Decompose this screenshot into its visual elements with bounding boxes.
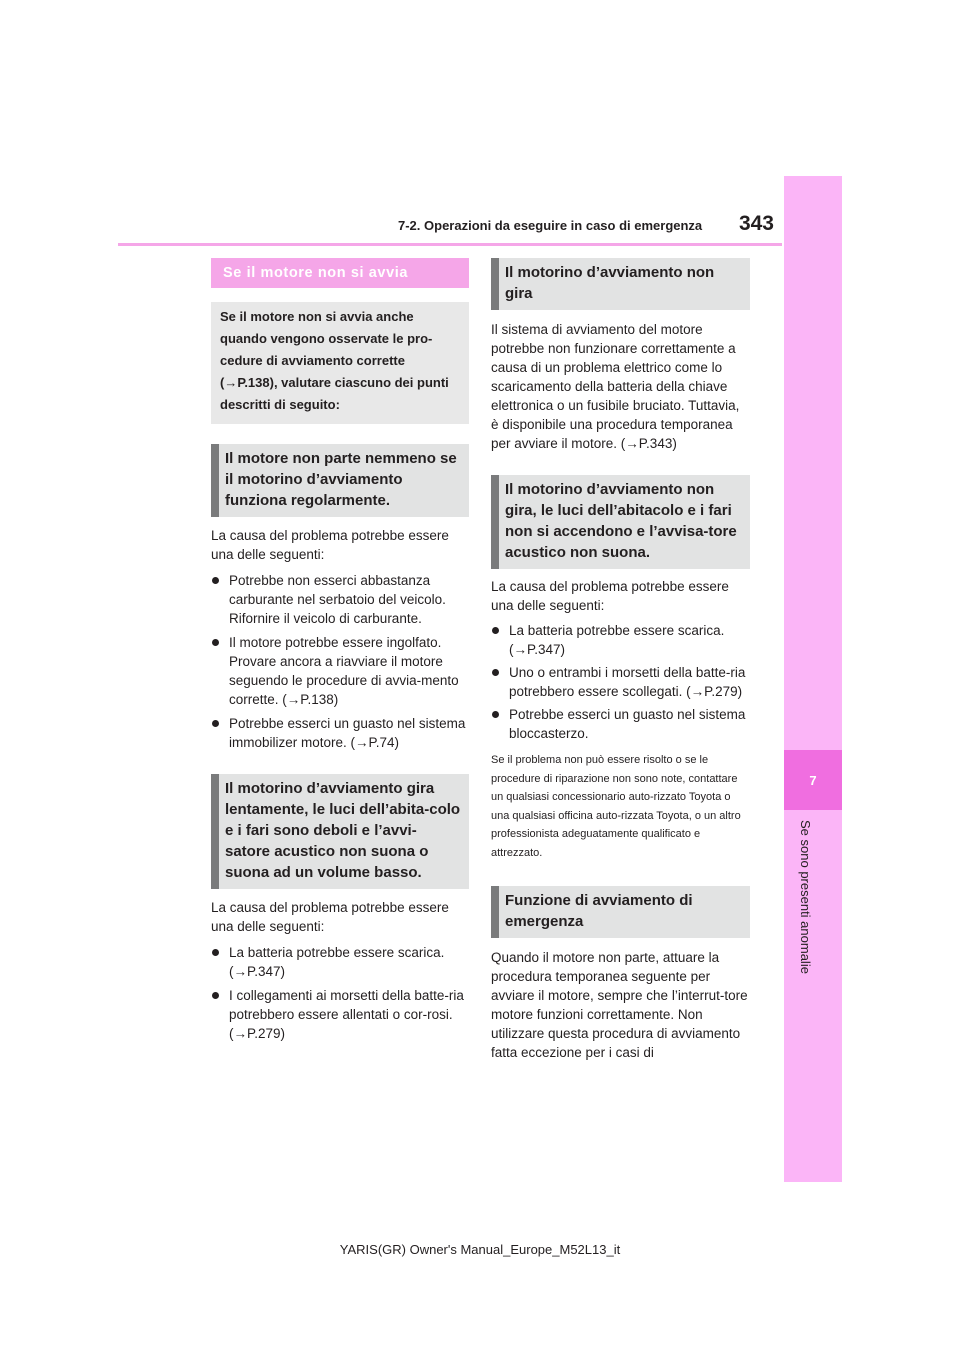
- bullet-icon: [492, 627, 499, 634]
- bullet-icon: [212, 639, 219, 646]
- list-item: La batteria potrebbe essere scarica. (→P.347): [211, 943, 469, 981]
- chapter-side-tab: [784, 176, 842, 1182]
- list-item: La batteria potrebbe essere scarica. (→P.347): [491, 621, 750, 659]
- list-item: Potrebbe esserci un guasto nel sistema bloccasterzo.: [491, 705, 750, 743]
- chapter-number: 7: [784, 750, 842, 810]
- page-number: 343: [738, 212, 774, 235]
- list-item: Potrebbe non esserci abbastanza carburante nel serbatoio del veicolo. Rifornire il veicolo di carburante.: [211, 571, 469, 628]
- subheading-starter-slow: Il motorino d’avviamento gira lentamente, le luci dell’abita-colo e i fari sono deboli e l’avvi-satore acustico non suona o suona ad un volume basso.: [211, 774, 469, 889]
- intro-box: Se il motore non si avvia anche quando vengono osservate le pro-cedure di avviamento corrette (→P.138), valutare ciascuno dei punti descritti di seguito:: [211, 302, 469, 424]
- bullet-icon: [212, 992, 219, 999]
- chapter-title: Se sono presenti anomalie: [798, 820, 813, 974]
- bullet-icon: [212, 949, 219, 956]
- bullet-icon: [212, 720, 219, 727]
- sec2-lead: La causa del problema potrebbe essere una delle seguenti:: [211, 900, 449, 934]
- subheading-engine-no-start: Il motore non parte nemmeno se il motorino d’avviamento funziona regolarmente.: [211, 444, 469, 517]
- subheading-emergency-start: Funzione di avviamento di emergenza: [491, 886, 750, 938]
- sec1-bullet-list: [211, 571, 469, 752]
- list-item: I collegamenti ai morsetti della batte-ria potrebbero essere allentati o cor-rosi. (→P.279): [211, 986, 469, 1043]
- sec2-lead: La causa del problema potrebbe essere una delle seguenti:: [491, 579, 729, 613]
- footer-manual-id: YARIS(GR) Owner's Manual_Europe_M52L13_it: [339, 1242, 621, 1257]
- bullet-icon: [492, 711, 499, 718]
- bullet-icon: [492, 669, 499, 676]
- service-note: Se il problema non può essere risolto o se le procedure di riparazione non sono note, contattare un qualsiasi concessionario auto-rizzato Toyota o una qualsiasi officina auto-rizzata Toyota, o un altro professionista adeguatamente qualificato e attrezzato.: [491, 754, 741, 859]
- bullet-icon: [212, 577, 219, 584]
- section-banner: Se il motore non si avvia: [211, 258, 469, 288]
- right-column: [491, 258, 750, 1062]
- sec1-lead: La causa del problema potrebbe essere una delle seguenti:: [211, 528, 449, 562]
- left-column: [211, 258, 469, 1043]
- section-header: 7-2. Operazioni da eseguire in caso di emergenza: [398, 218, 703, 233]
- header-rule: [118, 243, 782, 246]
- subheading-starter-not-turning: Il motorino d’avviamento non gira: [491, 258, 750, 310]
- sec2-bullet-list: [491, 621, 750, 743]
- list-item: Potrebbe esserci un guasto nel sistema immobilizer motore. (→P.74): [211, 714, 469, 752]
- sec2-bullet-list: [211, 943, 469, 1043]
- sec1-body: Il sistema di avviamento del motore potrebbe non funzionare correttamente a causa di un problema elettrico come lo scaricamento della batteria della chiave elettronica o un fusibile bruciato. Tuttavia, è disponibile una procedura temporanea per avviare il motore. (→P.343): [491, 322, 740, 451]
- sec3-body: Quando il motore non parte, attuare la procedura temporanea seguente per avviare il motore, sempre che l’interrut-tore motore funzioni correttamente. Non utilizzare questa procedura di avviamento fatta eccezione per i casi di: [491, 950, 748, 1060]
- subheading-no-lights-no-horn: Il motorino d’avviamento non gira, le luci dell’abitacolo e i fari non si accendono e l’avvisa-tore acustico non suona.: [491, 475, 750, 569]
- list-item: Il motore potrebbe essere ingolfato. Provare ancora a riavviare il motore seguendo le procedure di avvia-mento corrette. (→P.138): [211, 633, 469, 709]
- list-item: Uno o entrambi i morsetti della batte-ria potrebbero essere scollegati. (→P.279): [491, 663, 750, 701]
